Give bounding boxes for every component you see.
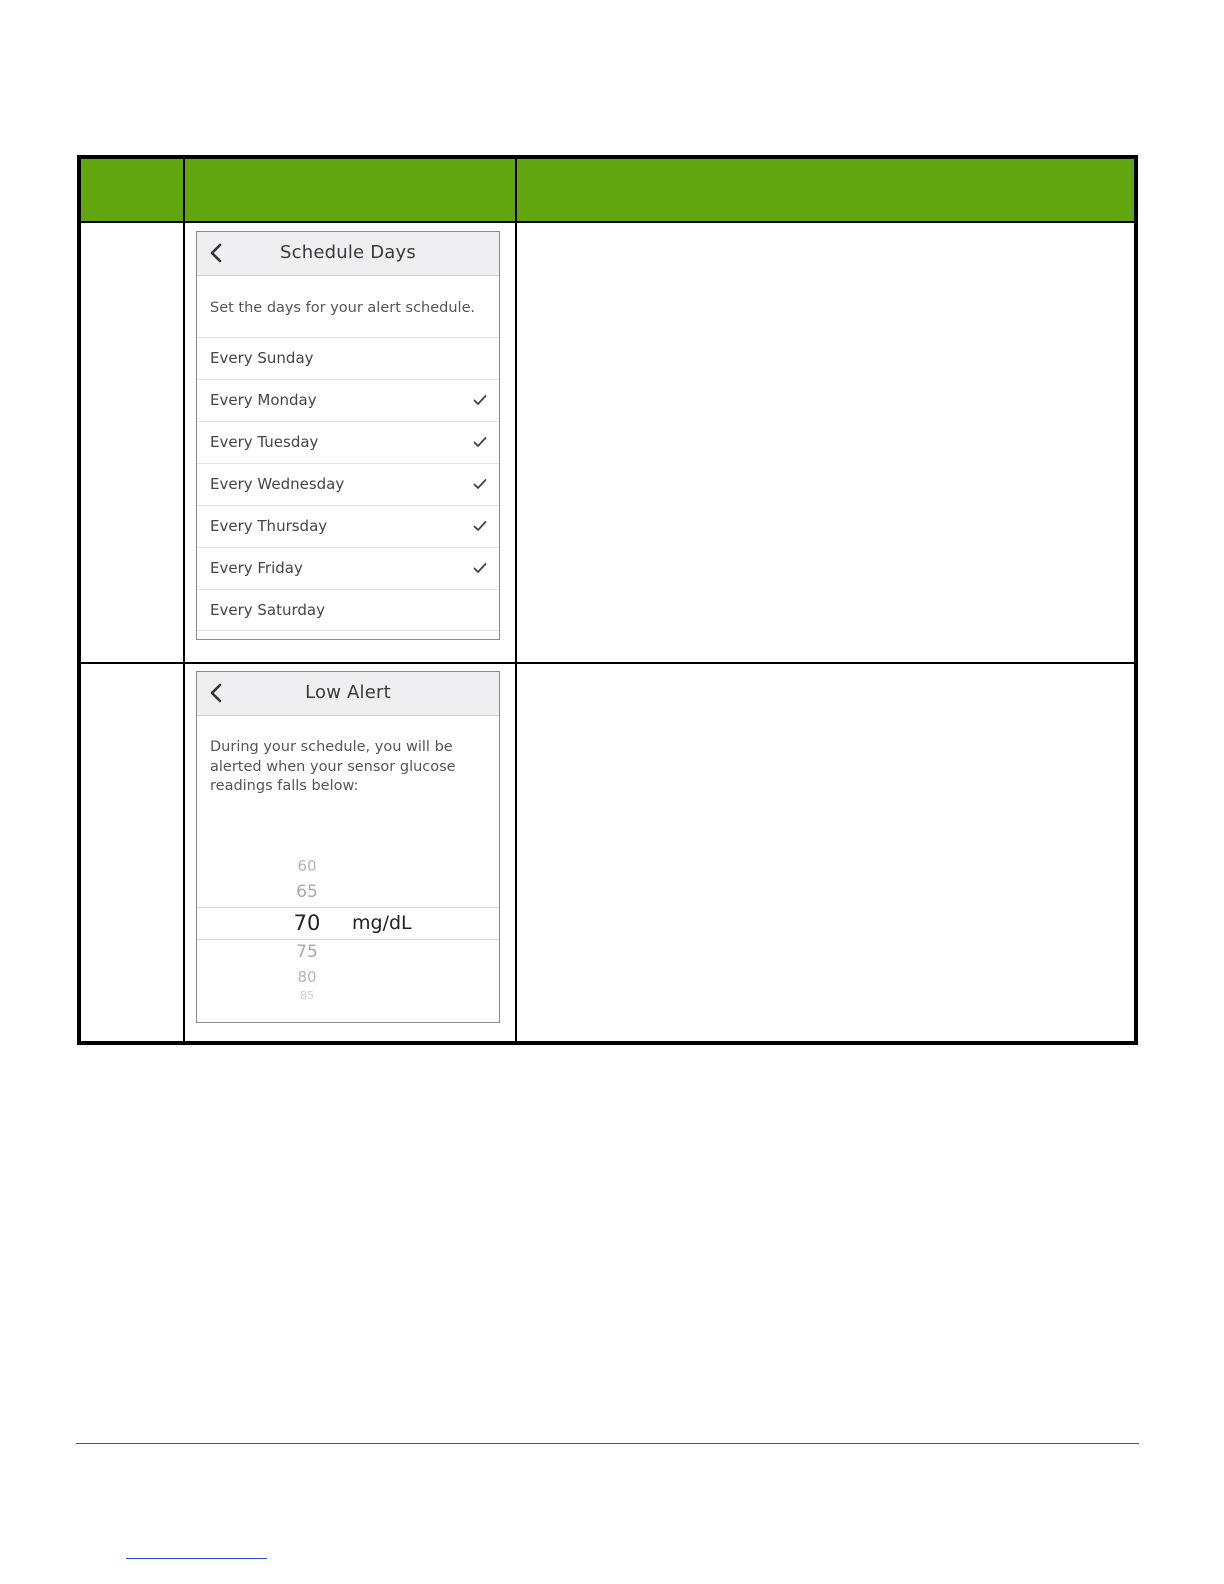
row-divider [81,662,1134,664]
day-row-sunday[interactable] [197,337,499,379]
day-label: Every Friday [210,559,303,577]
day-label: Every Thursday [210,517,328,535]
picker-option[interactable]: 75 [296,942,318,962]
day-row-tuesday[interactable] [197,421,499,463]
footer-divider [76,1443,1139,1444]
day-label: Every Sunday [210,349,314,367]
screen-title: Low Alert [305,682,391,703]
picker-selected-row[interactable] [197,907,499,940]
checkmark-icon [473,394,487,406]
day-label: Every Saturday [210,601,325,619]
screen-header [197,672,499,716]
day-row-wednesday[interactable] [197,463,499,505]
checkmark-icon [473,520,487,532]
day-label: Every Monday [210,391,317,409]
day-row-saturday[interactable] [197,589,499,631]
picker-option[interactable]: 85 [300,989,314,1002]
picker-option[interactable]: 65 [296,882,318,902]
checkmark-icon [473,562,487,574]
screen-description: During your schedule, you will be alerted when your sensor glucose readings falls below: [210,739,456,794]
day-label: Every Tuesday [210,433,319,451]
day-row-friday[interactable] [197,547,499,589]
schedule-days-screen [196,231,500,640]
picker-unit: mg/dL [352,912,412,934]
checkmark-icon [473,436,487,448]
low-alert-screen [196,671,500,1023]
column-divider [515,159,517,1041]
screen-description: Set the days for your alert schedule. [210,300,476,316]
checkmark-icon [473,478,487,490]
day-row-monday[interactable] [197,379,499,421]
day-row-thursday[interactable] [197,505,499,547]
picker-selected-value: 70 [293,911,321,935]
column-divider [183,159,185,1041]
picker-option[interactable]: 80 [297,968,317,986]
screen-title: Schedule Days [280,242,416,263]
table-header-row [81,159,1134,223]
day-label: Every Wednesday [210,475,345,493]
instruction-table [77,155,1138,1045]
screen-header [197,232,499,276]
footer-link-underline[interactable] [126,1558,267,1559]
picker-option[interactable]: 60 [297,857,317,875]
